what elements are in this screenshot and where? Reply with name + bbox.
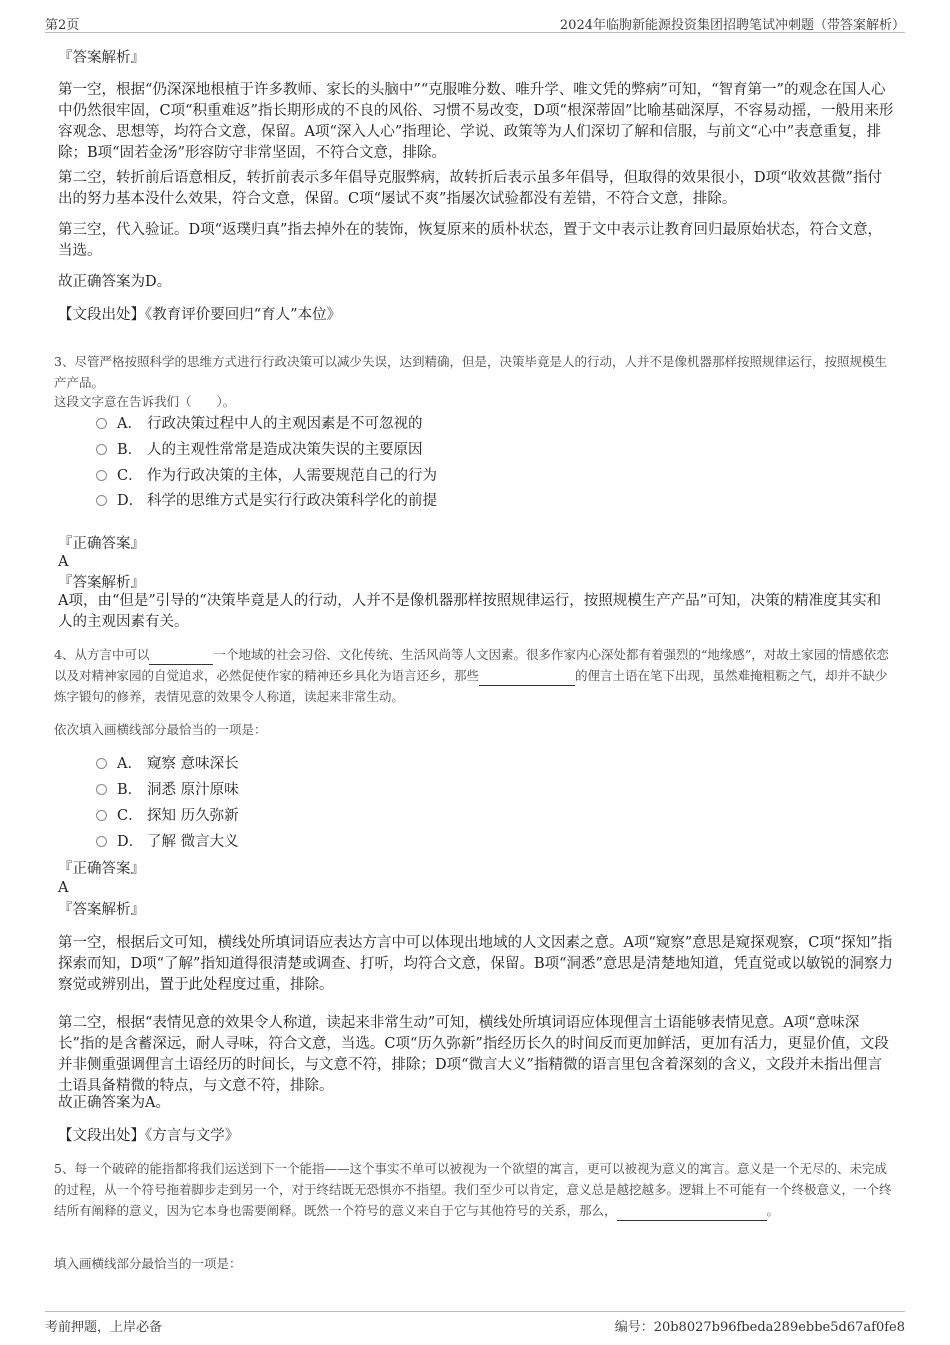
q3-correct-answer: A [58, 554, 69, 570]
q3-option-a[interactable]: A． 行政决策过程中人的主观因素是不可忽视的 [96, 414, 423, 434]
document-title: 2024年临朐新能源投资集团招聘笔试冲刺题（带答案解析） [559, 18, 905, 33]
radio-icon[interactable] [96, 810, 107, 821]
q2-source: 【文段出处】《教育评价要回归“育人”本位》 [58, 307, 342, 323]
q4-option-d[interactable]: D． 了解 微言大义 [96, 832, 239, 852]
q3-analysis-label: 『答案解析』 [58, 575, 145, 591]
q2-analysis-label: 『答案解析』 [58, 50, 145, 66]
page-header [45, 12, 905, 33]
radio-icon[interactable] [96, 418, 107, 429]
q4-analysis-p2: 第二空，根据“表情见意的效果令人称道，读起来非常生动”可知，横线处所填词语应体现俚言土语能够表情见意。A项“意味深长”指的是含蓄深远，耐人寻味，符合文意，当选。C项“历久弥新”指经历长久的时间反而更加鲜活，更加有活力，更显价值，文段并非侧重强调俚言土语经历的时间长，与文意不符，排除；D项“微言大义”指精微的语言里包含着深刻的含义，文段并未指出俚言土语具备精微的特点，与文意不符，排除。 [58, 1015, 889, 1094]
q4-stem: 4、从方言中可以 一个地域的社会习俗、文化传统、生活风尚等人文因素。很多作家内心深处都有着强烈的“地缘感”，对故土家园的情感依恋以及对精神家园的自觉追求，必然促使作家的精神还乡具化为语言还乡，那些 的俚言土语在笔下出现，虽然难掩粗粝之气，却并不缺少炼字锻句的修养，表情见意的效果令人称道，读起来非常生动。 [54, 647, 889, 704]
q3-stem: 3、尽管严格按照科学的思维方式进行行政决策可以减少失误，达到精确，但是，决策毕竟是人的行动，人并不是像机器那样按照规律运行，按照规模生产产品。 [54, 354, 887, 390]
q5-stem: 5、每一个破碎的能指都将我们运送到下一个能指——这个事实不单可以被视为一个欲望的寓言，更可以被视为意义的寓言。意义是一个无尽的、未完成的过程，从一个符号拖着脚步走到另一个，对于终结既无恐惧亦不指望。我们至少可以肯定，意义总是越挖越多。逻辑上不可能有一个终极意义，一个终结所有阐释的意义，因为它本身也需要阐释。既然一个符号的意义来自于它与其他符号的关系，那么， 。 [54, 1158, 896, 1221]
q4-option-c[interactable]: C． 探知 历久弥新 [96, 806, 239, 826]
q2-analysis-p2: 第二空，转折前后语意相反，转折前表示多年倡导克服弊病，故转折后表示虽多年倡导，但取得的效果很小，D项“收效甚微”指付出的努力基本没什么效果，符合文意，保留。C项“屡试不爽”指屡次试验都没有差错，不符合文意，排除。 [58, 170, 882, 207]
radio-icon[interactable] [96, 470, 107, 481]
q4-conclusion: 故正确答案为A。 [58, 1095, 170, 1111]
q3-option-b[interactable]: B． 人的主观性常常是造成决策失误的主要原因 [96, 440, 423, 460]
q4-option-a[interactable]: A． 窥察 意味深长 [96, 754, 239, 774]
radio-icon[interactable] [96, 758, 107, 769]
q2-analysis-p3: 第三空，代入验证。D项“返璞归真”指去掉外在的装饰，恢复原来的质朴状态，置于文中表示让教育回归最原始状态，符合文意，当选。 [58, 222, 882, 259]
q2-analysis-p1: 第一空，根据“仍深深地根植于许多教师、家长的头脑中”“克服唯分数、唯升学、唯文凭的弊病”可知，“智育第一”的观念在国人心中仍然很牢固，C项“积重难返”指长期形成的不良的风俗、习惯不易改变，D项“根深蒂固”比喻基础深厚，不容易动摇，一般用来形容观念、思想等，均符合文意，保留。A项“深入人心”指理论、学说、政策等为人们深切了解和信服，与前文“心中”表意重复，排除；B项“固若金汤”形容防守非常坚固，不符合文意，排除。 [58, 82, 894, 161]
q4-blank-1 [149, 650, 213, 665]
q5-blank [617, 1206, 767, 1221]
q4-analysis-p1: 第一空，根据后文可知，横线处所填词语应表达方言中可以体现出地域的人文因素之意。A项“窥察”意思是窥探观察，C项“探知”指探索而知，D项“了解”指知道得很清楚或调查、打听，均符合文意，保留。B项“洞悉”意思是清楚地知道，凭直觉或以敏锐的洞察力察觉或辨别出，置于此处程度过重，排除。 [58, 935, 893, 993]
radio-icon[interactable] [96, 495, 107, 506]
document-code: 编号：20b8027b96fbeda289ebbe5d67af0fe8 [614, 1320, 905, 1335]
radio-icon[interactable] [96, 444, 107, 455]
radio-icon[interactable] [96, 784, 107, 795]
q3-question: 这段文字意在告诉我们（ ）。 [54, 394, 236, 409]
q3-option-d[interactable]: D． 科学的思维方式是实行行政决策科学化的前提 [96, 491, 437, 511]
footer-slogan: 考前押题，上岸必备 [45, 1320, 163, 1335]
radio-icon[interactable] [96, 836, 107, 847]
q2-conclusion: 故正确答案为D。 [58, 274, 172, 290]
q3-correct-label: 『正确答案』 [58, 536, 145, 552]
q4-question: 依次填入画横线部分最恰当的一项是： [54, 722, 267, 737]
q3-option-c[interactable]: C． 作为行政决策的主体，人需要规范自己的行为 [96, 466, 437, 486]
q4-correct-label: 『正确答案』 [58, 861, 145, 877]
q5-question: 填入画横线部分最恰当的一项是： [54, 1256, 242, 1271]
page-number: 第2页 [45, 18, 80, 33]
q3-analysis: A项，由“但是”引导的“决策毕竟是人的行动，人并不是像机器那样按照规律运行，按照规模生产产品”可知，决策的精准度其实和人的主观因素有关。 [58, 593, 882, 630]
page-footer [45, 1311, 905, 1334]
q4-option-b[interactable]: B． 洞悉 原汁原味 [96, 780, 239, 800]
q4-analysis-label: 『答案解析』 [58, 902, 145, 918]
q4-correct-answer: A [58, 880, 69, 896]
q4-source: 【文段出处】《方言与文学》 [58, 1128, 240, 1144]
q4-blank-2 [479, 671, 575, 686]
